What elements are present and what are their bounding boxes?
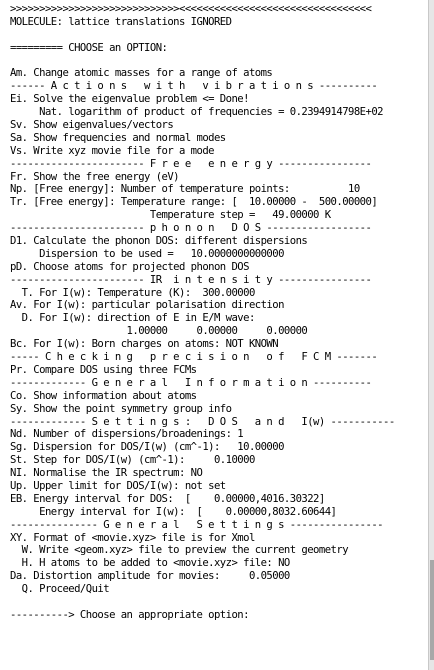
section-header: ------------- G e n e r a l I n f o r m a t i o n ---------- xyxy=(10,376,372,389)
menu-option[interactable]: pD. Choose atoms for projected phonon DOS xyxy=(10,260,249,273)
menu-option[interactable]: W. Write <geom.xyz> file to preview the current geometry xyxy=(10,544,349,557)
menu-option[interactable]: D1. Calculate the phonon DOS: different dispersions xyxy=(10,235,308,248)
vertical-scrollbar[interactable] xyxy=(428,0,434,670)
terminal-line: Energy interval for I(w): [ 0.00000,8032.60644] xyxy=(10,505,337,518)
menu-option[interactable]: Pr. Compare DOS using three FCMs xyxy=(10,363,197,376)
menu-option[interactable]: Av. For I(w): particular polarisation direction xyxy=(10,299,284,312)
terminal-line: >>>>>>>>>>>>>>>>>>>>>>>>>>>>><<<<<<<<<<<<<<<<<<<<<<<<<<<<<<<<< xyxy=(10,3,372,15)
menu-option[interactable]: Am. Change atomic masses for a range of atoms xyxy=(10,67,273,80)
menu-option[interactable]: Sy. Show the point symmetry group info xyxy=(10,402,232,415)
menu-option[interactable]: H. H atoms to be added to <movie.xyz> file: NO xyxy=(10,557,290,570)
menu-option[interactable]: Bc. For I(w): Born charges on atoms: NOT KNOWN xyxy=(10,338,279,351)
terminal-line: Dispersion to be used = 10.0000000000000 xyxy=(10,247,284,260)
menu-option[interactable]: Np. [Free energy]: Number of temperature points: 10 xyxy=(10,183,360,196)
menu-option[interactable]: Q. Proceed/Quit xyxy=(10,583,110,596)
menu-option[interactable]: Vs. Write xyz movie file for a mode xyxy=(10,144,214,157)
blank-line xyxy=(10,29,428,42)
menu-option[interactable]: Up. Upper limit for DOS/I(w): not set xyxy=(10,479,226,492)
menu-option[interactable]: Tr. [Free energy]: Temperature range: [ 10.00000 - 500.00000] xyxy=(10,196,378,209)
blank-line xyxy=(10,55,428,68)
menu-option[interactable]: Da. Distortion amplitude for movies: 0.05000 xyxy=(10,570,290,583)
menu-option[interactable]: Sg. Dispersion for DOS/I(w) (cm^-1): 10.00000 xyxy=(10,441,284,454)
section-header: ----------------------- p h o n o n D O S ------------------ xyxy=(10,222,372,235)
terminal-line: 1.00000 0.00000 0.00000 xyxy=(10,325,308,338)
section-header: ----------------------- IR i n t e n s i t y ---------------- xyxy=(10,273,372,286)
terminal-line: ========= CHOOSE an OPTION: xyxy=(10,41,168,54)
section-header: --------------- G e n e r a l S e t t i n g s ---------------- xyxy=(10,518,383,531)
menu-option[interactable]: Sv. Show eigenvalues/vectors xyxy=(10,119,174,132)
menu-option[interactable]: Co. Show information about atoms xyxy=(10,389,197,402)
menu-option[interactable]: Nd. Number of dispersions/broadenings: 1 xyxy=(10,428,244,441)
menu-option[interactable]: Ei. Solve the eigenvalue problem <= Done! xyxy=(10,93,249,106)
menu-option[interactable]: Fr. Show the free energy (eV) xyxy=(10,170,180,183)
blank-line xyxy=(10,596,428,609)
section-header: ------ A c t i o n s w i t h v i b r a t i o n s ---------- xyxy=(10,80,378,93)
menu-option[interactable]: St. Step for DOS/I(w) (cm^-1): 0.10000 xyxy=(10,454,255,467)
menu-option[interactable]: Sa. Show frequencies and normal modes xyxy=(10,131,226,144)
menu-option[interactable]: D. For I(w): direction of E in E/M wave: xyxy=(10,312,255,325)
menu-option[interactable]: XY. Format of <movie.xyz> file is for Xmol xyxy=(10,531,255,544)
terminal-line: Nat. logarithm of product of frequencies = 0.2394914798E+02 xyxy=(10,106,383,119)
menu-option[interactable]: EB. Energy interval for DOS: [ 0.00000,4016.30322] xyxy=(10,492,325,505)
section-header: ----------> Choose an appropriate option: xyxy=(10,608,249,621)
terminal-line: Temperature step = 49.00000 K xyxy=(10,209,331,222)
menu-option[interactable]: NI. Normalise the IR spectrum: NO xyxy=(10,467,203,480)
section-header: ----- C h e c k i n g p r e c i s i o n o f F C M ------- xyxy=(10,351,378,364)
section-header: ----------------------- F r e e e n e r g y ---------------- xyxy=(10,157,372,170)
terminal-line: MOLECULE: lattice translations IGNORED xyxy=(10,15,232,28)
section-header: ------------- S e t t i n g s : D O S a n d I(w) ----------- xyxy=(10,415,395,428)
scrollbar-thumb[interactable] xyxy=(430,560,434,660)
menu-option[interactable]: T. For I(w): Temperature (K): 300.00000 xyxy=(10,286,255,299)
